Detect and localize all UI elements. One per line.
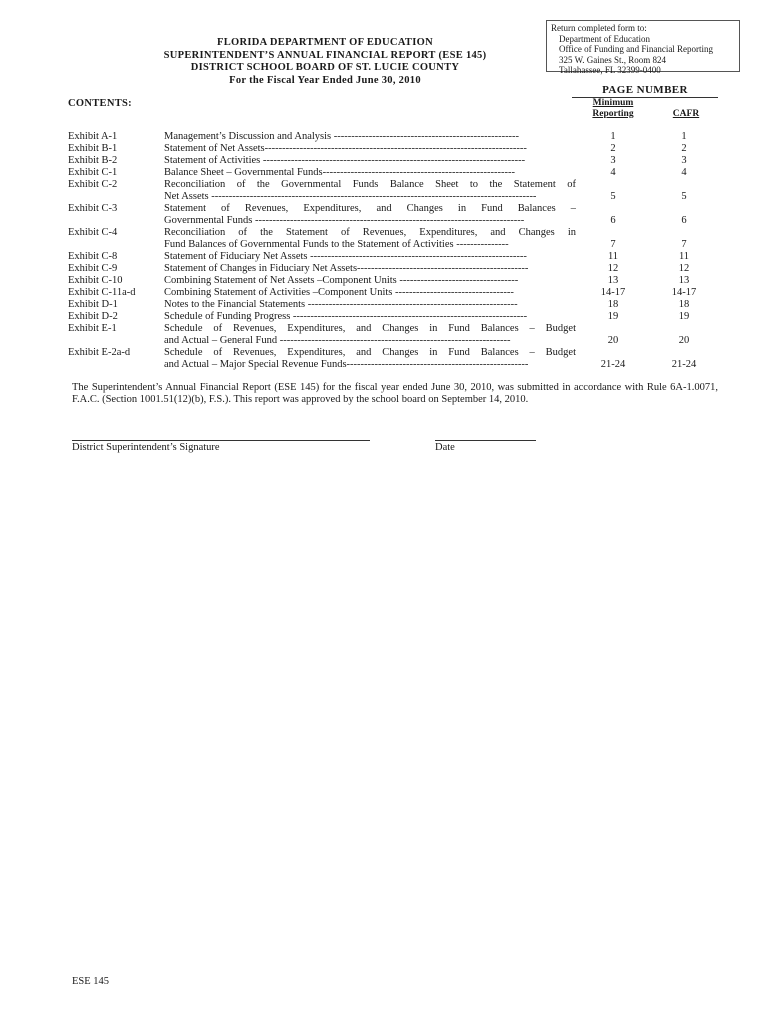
cafr-page: 11 bbox=[678, 251, 690, 262]
return-line-office: Office of Funding and Financial Reporting bbox=[559, 44, 714, 54]
exhibit-title bbox=[164, 263, 576, 275]
exhibit-title-line: Reconciliation of the Statement of Revenues, Expenditures, and Changes in bbox=[164, 227, 576, 238]
exhibit-title-line: Schedule of Funding Progress ------------------------------------------------------------------- bbox=[164, 311, 528, 322]
exhibit-title-line: Statement of Revenues, Expenditures, and Changes in Fund Balances – bbox=[164, 203, 576, 214]
exhibit-title bbox=[164, 275, 576, 287]
cafr-page: 7 bbox=[681, 239, 687, 250]
min-reporting-page: 12 bbox=[607, 263, 619, 274]
exhibit-id: Exhibit C-3 bbox=[68, 203, 118, 214]
exhibit-title bbox=[164, 203, 576, 227]
exhibit-id: Exhibit C-1 bbox=[68, 167, 118, 178]
exhibit-id: Exhibit B-2 bbox=[68, 155, 118, 166]
min-reporting-page: 13 bbox=[607, 275, 619, 286]
min-reporting-page: 18 bbox=[607, 299, 619, 310]
cafr-page: 19 bbox=[678, 311, 690, 322]
exhibit-id: Exhibit C-4 bbox=[68, 227, 118, 238]
exhibit-title bbox=[164, 299, 576, 311]
min-reporting-page: 5 bbox=[610, 191, 616, 202]
cafr-page: 20 bbox=[678, 335, 690, 346]
cafr-page: 18 bbox=[678, 299, 690, 310]
min-reporting-page: 21-24 bbox=[600, 359, 626, 370]
col-min-line1: Minimum bbox=[592, 98, 634, 108]
approval-statement: The Superintendent’s Annual Financial Report (ESE 145) for the fiscal year ended June 30, 2010, was submitted in accordance with Rule 6A-1.0071, F.A.C. (Section 1001.51(12)(b), F.S.). This report was approved by the school board on September 14, 2010. bbox=[72, 382, 718, 405]
cafr-page: 4 bbox=[681, 167, 687, 178]
exhibit-title-line: Management’s Discussion and Analysis ----------------------------------------------------- bbox=[164, 131, 520, 142]
min-reporting-page: 2 bbox=[610, 143, 616, 154]
exhibit-title-line: Statement of Net Assets--------------------------------------------------------------------------- bbox=[164, 143, 527, 154]
header-fiscal-year: For the Fiscal Year Ended June 30, 2010 bbox=[229, 74, 421, 86]
min-reporting-page: 20 bbox=[607, 335, 619, 346]
exhibit-title bbox=[164, 287, 576, 299]
exhibit-title bbox=[164, 323, 576, 347]
exhibit-title-line: and Actual – Major Special Revenue Funds---------------------------------------------------- bbox=[164, 359, 529, 370]
return-line-city: Tallahassee, FL 32399-0400 bbox=[559, 65, 661, 75]
exhibit-id: Exhibit E-1 bbox=[68, 323, 117, 334]
min-reporting-page: 14-17 bbox=[600, 287, 626, 298]
exhibit-title-line: Net Assets --------------------------------------------------------------------------------------------- bbox=[164, 191, 537, 202]
date-line bbox=[435, 440, 536, 441]
cafr-page: 12 bbox=[678, 263, 690, 274]
cafr-page: 13 bbox=[678, 275, 690, 286]
exhibit-title-line: Balance Sheet – Governmental Funds------------------------------------------------------- bbox=[164, 167, 515, 178]
exhibit-title bbox=[164, 311, 576, 323]
min-reporting-page: 19 bbox=[607, 311, 619, 322]
exhibit-title bbox=[164, 167, 576, 179]
cafr-page: 5 bbox=[681, 191, 687, 202]
exhibit-title bbox=[164, 143, 576, 155]
min-reporting-page: 4 bbox=[610, 167, 616, 178]
exhibit-id: Exhibit C-2 bbox=[68, 179, 118, 190]
min-reporting-page: 7 bbox=[610, 239, 616, 250]
col-cafr: CAFR bbox=[672, 109, 700, 119]
header-district: DISTRICT SCHOOL BOARD OF ST. LUCIE COUNTY bbox=[190, 62, 460, 73]
cafr-page: 1 bbox=[681, 131, 687, 142]
header-agency: FLORIDA DEPARTMENT OF EDUCATION bbox=[217, 37, 433, 48]
return-line-street: 325 W. Gaines St., Room 824 bbox=[559, 54, 667, 65]
exhibit-title-line: Combining Statement of Net Assets –Component Units ---------------------------------- bbox=[164, 275, 519, 286]
exhibit-id: Exhibit B-1 bbox=[68, 143, 118, 154]
exhibit-id: Exhibit D-2 bbox=[68, 311, 118, 322]
exhibit-id: Exhibit E-2a-d bbox=[68, 347, 131, 358]
min-reporting-page: 6 bbox=[610, 215, 616, 226]
exhibit-title-line: Statement of Changes in Fiduciary Net Assets------------------------------------------------- bbox=[164, 263, 529, 274]
cafr-page: 2 bbox=[681, 143, 687, 154]
exhibit-id: Exhibit C-9 bbox=[68, 263, 118, 274]
exhibit-title-line: Statement of Fiduciary Net Assets -------------------------------------------------------------- bbox=[164, 251, 527, 262]
exhibit-title-line: Combining Statement of Activities –Component Units ---------------------------------- bbox=[164, 287, 514, 298]
cafr-page: 21-24 bbox=[671, 359, 697, 370]
exhibit-title-line: Notes to the Financial Statements ------------------------------------------------------------ bbox=[164, 299, 518, 310]
min-reporting-page: 11 bbox=[607, 251, 619, 262]
exhibit-title bbox=[164, 251, 576, 263]
cafr-page: 6 bbox=[681, 215, 687, 226]
exhibit-id: Exhibit C-10 bbox=[68, 275, 123, 286]
return-line-dept: Department of Education bbox=[559, 33, 650, 44]
form-footer: ESE 145 bbox=[72, 976, 110, 987]
exhibit-title-line: Reconciliation of the Governmental Funds Balance Sheet to the Statement of bbox=[164, 179, 576, 190]
min-reporting-page: 3 bbox=[610, 155, 616, 166]
exhibit-title-line: Fund Balances of Governmental Funds to the Statement of Activities --------------- bbox=[164, 239, 509, 250]
page-number-heading: PAGE NUMBER bbox=[572, 84, 718, 98]
cafr-page: 14-17 bbox=[671, 287, 697, 298]
min-reporting-page: 1 bbox=[610, 131, 616, 142]
exhibit-title-line: Schedule of Revenues, Expenditures, and Changes in Fund Balances – Budget bbox=[164, 323, 576, 334]
header-report-title: SUPERINTENDENT’S ANNUAL FINANCIAL REPORT (ESE 145) bbox=[163, 49, 487, 61]
date-label: Date bbox=[435, 442, 455, 453]
return-box-title: Return completed form to: bbox=[551, 23, 647, 33]
exhibit-id: Exhibit A-1 bbox=[68, 131, 118, 142]
exhibit-id: Exhibit C-8 bbox=[68, 251, 118, 262]
exhibit-title bbox=[164, 131, 576, 143]
exhibit-id: Exhibit D-1 bbox=[68, 299, 118, 310]
signature-label: District Superintendent’s Signature bbox=[72, 442, 220, 453]
exhibit-title bbox=[164, 179, 576, 203]
exhibit-id: Exhibit C-11a-d bbox=[68, 287, 136, 298]
cafr-page: 3 bbox=[681, 155, 687, 166]
report-header bbox=[100, 37, 550, 87]
exhibit-title bbox=[164, 155, 576, 167]
exhibit-title-line: Governmental Funds ----------------------------------------------------------------------------- bbox=[164, 215, 525, 226]
return-address-box bbox=[546, 20, 740, 75]
exhibit-title bbox=[164, 347, 576, 371]
exhibit-title-line: Statement of Activities --------------------------------------------------------------------------- bbox=[164, 155, 526, 166]
exhibit-title bbox=[164, 227, 576, 251]
col-min-line2: Reporting bbox=[592, 109, 634, 119]
exhibit-title-line: and Actual – General Fund ------------------------------------------------------------------ bbox=[164, 335, 511, 346]
col-minimum-reporting bbox=[580, 98, 646, 120]
exhibit-title-line: Schedule of Revenues, Expenditures, and Changes in Fund Balances – Budget bbox=[164, 347, 576, 358]
contents-label: CONTENTS: bbox=[68, 98, 132, 109]
signature-line bbox=[72, 440, 370, 441]
